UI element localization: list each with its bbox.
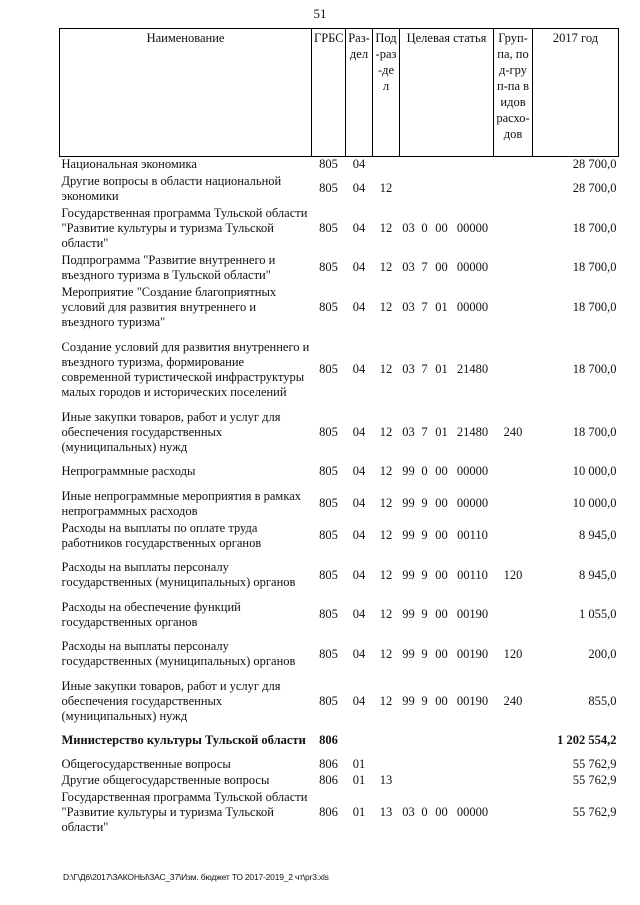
header-expense-group: Груп-па, под-груп-па видов расхо-дов bbox=[494, 29, 533, 157]
target-event-code: 00 bbox=[435, 528, 448, 542]
target-direction-code: 00000 bbox=[456, 496, 489, 510]
target-subprogram-code bbox=[418, 773, 432, 789]
target-event-code: 00 bbox=[435, 496, 448, 510]
razdel-code: 01 bbox=[352, 804, 366, 819]
target-direction-code bbox=[452, 757, 494, 773]
amount-2017: 1 055,0 bbox=[579, 607, 617, 621]
amount-2017: 18 700,0 bbox=[572, 220, 617, 235]
target-event-code: 00 bbox=[435, 607, 448, 621]
grbs-code: 806 bbox=[319, 733, 338, 747]
row-name: Подпрограмма "Развитие внутреннего и въездного туризма в Тульской области" bbox=[61, 252, 276, 282]
target-subprogram-code: 9 bbox=[421, 646, 428, 661]
table-row bbox=[60, 205, 619, 252]
target-subprogram-code: 9 bbox=[421, 528, 428, 542]
table-row bbox=[60, 789, 619, 836]
target-program-code: 03 bbox=[402, 220, 415, 235]
row-name: Иные закупки товаров, работ и услуг для обеспечения государственных (муниципальных) нужд bbox=[61, 678, 281, 723]
expense-type-code bbox=[494, 157, 533, 173]
podrazdel-code bbox=[373, 157, 400, 173]
razdel-code: 01 bbox=[352, 773, 366, 787]
row-name: Расходы на обеспечение функций государственных органов bbox=[61, 599, 241, 629]
row-name: Непрограммные расходы bbox=[61, 464, 196, 478]
amount-2017: 200,0 bbox=[588, 646, 617, 661]
target-direction-code: 00190 bbox=[456, 607, 489, 621]
table-row bbox=[60, 757, 619, 773]
amount-2017: 1 202 554,2 bbox=[557, 733, 617, 747]
grbs-code: 805 bbox=[319, 260, 338, 274]
target-direction-code bbox=[452, 157, 494, 173]
row-name: Министерство культуры Тульской области bbox=[61, 733, 306, 747]
target-event-code bbox=[432, 773, 452, 789]
amount-2017: 18 700,0 bbox=[572, 260, 617, 274]
target-subprogram-code bbox=[418, 157, 432, 173]
header-podrazdel: Под-раз-дел bbox=[373, 29, 400, 157]
row-name: Общегосударственные вопросы bbox=[61, 757, 231, 771]
grbs-code: 805 bbox=[319, 567, 338, 582]
target-event-code: 01 bbox=[435, 299, 448, 314]
target-program-code: 03 bbox=[402, 424, 415, 439]
row-name: Государственная программа Тульской области "Развитие культуры и туризма Тульской области" bbox=[61, 789, 308, 834]
target-event-code: 00 bbox=[435, 693, 448, 708]
row-name: Иные закупки товаров, работ и услуг для обеспечения государственных (муниципальных) нужд bbox=[61, 409, 281, 454]
podrazdel-code: 12 bbox=[379, 567, 393, 582]
target-direction-code bbox=[452, 773, 494, 789]
target-event-code: 00 bbox=[435, 567, 448, 582]
budget-rows bbox=[60, 157, 619, 836]
grbs-code: 805 bbox=[319, 528, 338, 542]
table-row bbox=[60, 173, 619, 205]
row-name: Национальная экономика bbox=[61, 157, 197, 172]
target-subprogram-code: 0 bbox=[421, 220, 428, 235]
podrazdel-code bbox=[373, 757, 400, 773]
razdel-code: 04 bbox=[352, 260, 366, 274]
target-subprogram-code bbox=[418, 173, 432, 205]
grbs-code: 805 bbox=[319, 220, 338, 235]
table-row bbox=[60, 678, 619, 725]
target-event-code: 00 bbox=[435, 646, 448, 661]
table-row bbox=[60, 599, 619, 631]
row-name: Расходы на выплаты по оплате труда работников государственных органов bbox=[61, 520, 262, 550]
target-event-code bbox=[432, 173, 452, 205]
target-program-code: 03 bbox=[402, 260, 415, 274]
podrazdel-code: 12 bbox=[379, 220, 393, 235]
page-number: 51 bbox=[313, 6, 327, 21]
row-name: Расходы на выплаты персоналу государственных (муниципальных) органов bbox=[61, 639, 296, 668]
table-row bbox=[60, 520, 619, 552]
table-row bbox=[60, 252, 619, 284]
razdel-code: 04 bbox=[352, 220, 366, 235]
target-subprogram-code: 9 bbox=[421, 693, 428, 708]
grbs-code: 805 bbox=[319, 496, 338, 510]
expense-type-code bbox=[494, 173, 533, 205]
podrazdel-code: 12 bbox=[379, 299, 393, 314]
row-name: Другие общегосударственные вопросы bbox=[61, 773, 270, 787]
target-event-code: 00 bbox=[435, 220, 448, 235]
target-program-code: 99 bbox=[402, 607, 415, 621]
target-subprogram-code bbox=[418, 757, 432, 773]
target-direction-code: 00000 bbox=[456, 464, 489, 478]
razdel-code: 04 bbox=[352, 464, 366, 478]
target-event-code bbox=[432, 757, 452, 773]
target-event-code: 00 bbox=[435, 464, 448, 478]
target-program-code bbox=[400, 773, 418, 789]
target-direction-code: 00190 bbox=[456, 646, 489, 661]
target-program-code: 99 bbox=[402, 693, 415, 708]
target-subprogram-code: 0 bbox=[421, 804, 428, 819]
expense-type-code bbox=[494, 331, 533, 409]
amount-2017: 55 762,9 bbox=[572, 804, 617, 819]
target-program-code: 99 bbox=[402, 646, 415, 661]
razdel-code: 01 bbox=[352, 757, 366, 771]
podrazdel-code: 12 bbox=[379, 260, 393, 274]
target-direction-code bbox=[452, 173, 494, 205]
grbs-code: 806 bbox=[319, 757, 338, 771]
target-direction-code: 00000 bbox=[456, 299, 489, 314]
amount-2017: 55 762,9 bbox=[572, 773, 617, 787]
row-name: Государственная программа Тульской области "Развитие культуры и туризма Тульской области" bbox=[61, 205, 308, 250]
table-row bbox=[60, 331, 619, 409]
target-direction-code: 00000 bbox=[456, 260, 489, 274]
expense-type-code: 240 bbox=[503, 693, 523, 708]
podrazdel-code: 12 bbox=[379, 464, 393, 478]
expense-type-code bbox=[494, 725, 533, 757]
target-direction-code: 21480 bbox=[456, 362, 489, 376]
target-subprogram-code: 7 bbox=[421, 260, 428, 274]
amount-2017: 10 000,0 bbox=[572, 464, 617, 478]
target-program-code: 03 bbox=[402, 299, 415, 314]
expense-type-code bbox=[494, 520, 533, 552]
target-direction-code: 00000 bbox=[456, 220, 489, 235]
amount-2017: 8 945,0 bbox=[579, 528, 617, 542]
target-subprogram-code: 7 bbox=[421, 362, 428, 376]
expense-type-code bbox=[494, 773, 533, 789]
expense-type-code bbox=[494, 284, 533, 331]
razdel-code bbox=[346, 725, 373, 757]
target-program-code: 03 bbox=[402, 362, 415, 376]
podrazdel-code: 13 bbox=[379, 804, 393, 819]
header-target-article: Целевая статья bbox=[400, 29, 494, 157]
podrazdel-code: 12 bbox=[379, 362, 393, 376]
target-subprogram-code: 9 bbox=[421, 496, 428, 510]
header-grbs: ГРБС bbox=[312, 29, 346, 157]
table-row bbox=[60, 773, 619, 789]
table-row bbox=[60, 409, 619, 456]
table-row bbox=[60, 552, 619, 599]
podrazdel-code: 12 bbox=[379, 181, 393, 195]
podrazdel-code: 12 bbox=[379, 496, 393, 510]
expense-type-code bbox=[494, 205, 533, 252]
amount-2017: 28 700,0 bbox=[572, 181, 617, 195]
razdel-code: 04 bbox=[352, 362, 366, 376]
amount-2017: 18 700,0 bbox=[572, 424, 617, 439]
target-program-code: 99 bbox=[402, 496, 415, 510]
target-direction-code: 21480 bbox=[456, 424, 489, 439]
header-name: Наименование bbox=[60, 29, 312, 157]
target-direction-code: 00000 bbox=[456, 804, 489, 819]
target-program-code bbox=[400, 157, 418, 173]
target-subprogram-code bbox=[418, 725, 432, 757]
expense-type-code bbox=[494, 488, 533, 520]
grbs-code: 805 bbox=[319, 464, 338, 478]
razdel-code: 04 bbox=[352, 646, 366, 661]
target-program-code bbox=[400, 725, 418, 757]
grbs-code: 805 bbox=[319, 157, 338, 172]
amount-2017: 10 000,0 bbox=[572, 496, 617, 510]
table-row bbox=[60, 725, 619, 757]
grbs-code: 805 bbox=[319, 299, 338, 314]
grbs-code: 805 bbox=[319, 693, 338, 708]
expense-type-code bbox=[494, 789, 533, 836]
target-subprogram-code: 9 bbox=[421, 607, 428, 621]
target-program-code: 99 bbox=[402, 528, 415, 542]
razdel-code: 04 bbox=[352, 181, 366, 195]
target-program-code: 99 bbox=[402, 464, 415, 478]
table-row bbox=[60, 456, 619, 488]
expense-type-code bbox=[494, 252, 533, 284]
target-subprogram-code: 7 bbox=[421, 299, 428, 314]
grbs-code: 806 bbox=[319, 804, 338, 819]
razdel-code: 04 bbox=[352, 299, 366, 314]
expense-type-code: 120 bbox=[503, 646, 523, 661]
target-program-code bbox=[400, 173, 418, 205]
expense-type-code bbox=[494, 456, 533, 488]
amount-2017: 18 700,0 bbox=[572, 362, 617, 376]
amount-2017: 55 762,9 bbox=[572, 757, 617, 771]
podrazdel-code bbox=[373, 725, 400, 757]
target-event-code bbox=[432, 157, 452, 173]
grbs-code: 805 bbox=[319, 607, 338, 621]
expense-type-code: 240 bbox=[503, 424, 523, 439]
podrazdel-code: 12 bbox=[379, 528, 393, 542]
file-path-footer: D:\Г\Д6\2017\ЗАКОНЫ\ЗАС_37\Изм. бюджет ТО 2017-2019_2 чт\pr3.xls bbox=[63, 872, 329, 882]
target-direction-code bbox=[452, 725, 494, 757]
target-direction-code: 00190 bbox=[456, 693, 489, 708]
target-event-code: 01 bbox=[435, 362, 448, 376]
target-event-code bbox=[432, 725, 452, 757]
amount-2017: 28 700,0 bbox=[572, 157, 617, 172]
razdel-code: 04 bbox=[352, 567, 366, 582]
amount-2017: 855,0 bbox=[588, 693, 617, 708]
target-program-code bbox=[400, 757, 418, 773]
razdel-code: 04 bbox=[352, 693, 366, 708]
podrazdel-code: 12 bbox=[379, 607, 393, 621]
razdel-code: 04 bbox=[352, 528, 366, 542]
table-row bbox=[60, 157, 619, 173]
header-razdel: Раз-дел bbox=[346, 29, 373, 157]
table-row bbox=[60, 631, 619, 678]
table-row bbox=[60, 488, 619, 520]
target-program-code: 99 bbox=[402, 567, 415, 582]
row-name: Расходы на выплаты персоналу государственных (муниципальных) органов bbox=[61, 560, 296, 589]
podrazdel-code: 12 bbox=[379, 424, 393, 439]
budget-table bbox=[59, 28, 619, 836]
razdel-code: 04 bbox=[352, 496, 366, 510]
header-year: 2017 год bbox=[533, 29, 619, 157]
amount-2017: 8 945,0 bbox=[579, 567, 617, 582]
razdel-code: 04 bbox=[352, 607, 366, 621]
row-name: Другие вопросы в области национальной экономики bbox=[61, 173, 282, 203]
expense-type-code: 120 bbox=[503, 567, 523, 582]
grbs-code: 805 bbox=[319, 646, 338, 661]
grbs-code: 805 bbox=[319, 362, 338, 376]
row-name: Мероприятие "Создание благоприятных условий для развития внутреннего и въездного туризма" bbox=[61, 284, 277, 329]
grbs-code: 805 bbox=[319, 181, 338, 195]
target-subprogram-code: 7 bbox=[421, 424, 428, 439]
grbs-code: 806 bbox=[319, 773, 338, 787]
target-direction-code: 00110 bbox=[457, 567, 488, 582]
podrazdel-code: 12 bbox=[379, 646, 393, 661]
podrazdel-code: 13 bbox=[379, 773, 393, 787]
target-event-code: 00 bbox=[435, 260, 448, 274]
expense-type-code bbox=[494, 599, 533, 631]
target-direction-code: 00110 bbox=[457, 528, 488, 542]
target-event-code: 00 bbox=[435, 804, 448, 819]
target-subprogram-code: 0 bbox=[421, 464, 428, 478]
podrazdel-code: 12 bbox=[379, 693, 393, 708]
expense-type-code bbox=[494, 757, 533, 773]
amount-2017: 18 700,0 bbox=[572, 299, 617, 314]
table-row bbox=[60, 284, 619, 331]
target-event-code: 01 bbox=[435, 424, 448, 439]
target-program-code: 03 bbox=[402, 804, 415, 819]
razdel-code: 04 bbox=[352, 424, 366, 439]
row-name: Иные непрограммные мероприятия в рамках непрограммных расходов bbox=[61, 488, 302, 518]
razdel-code: 04 bbox=[352, 157, 366, 172]
grbs-code: 805 bbox=[319, 424, 338, 439]
target-subprogram-code: 9 bbox=[421, 567, 428, 582]
row-name: Создание условий для развития внутреннего и въездного туризма, формирование современной туристической инфраструктуры малых городов и исторических поселений bbox=[61, 339, 310, 399]
